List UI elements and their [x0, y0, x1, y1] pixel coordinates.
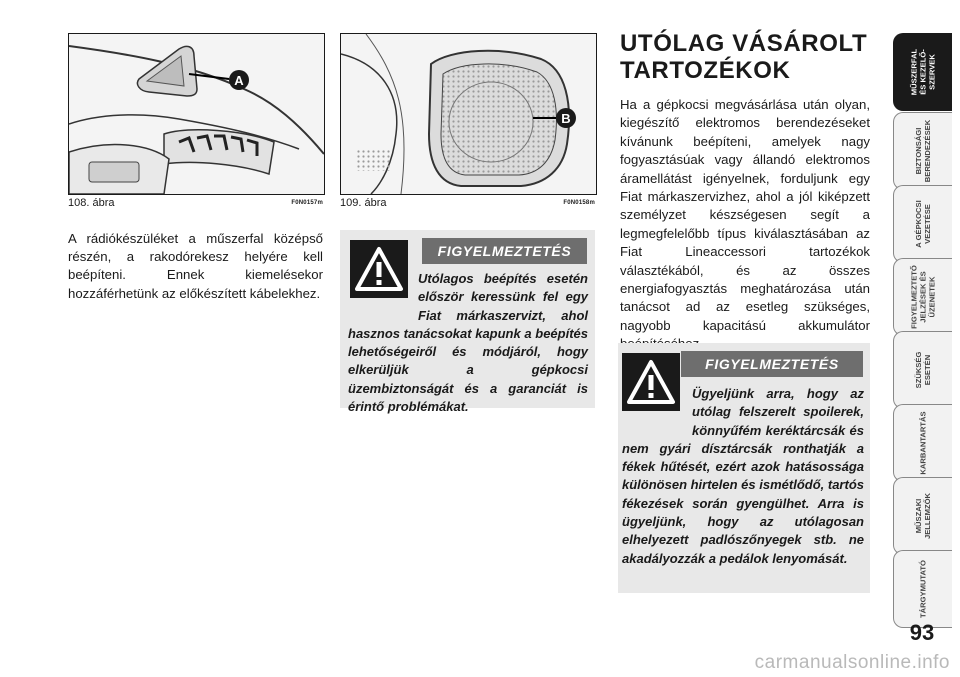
- callout-a: A: [234, 73, 244, 88]
- figure-code: F0N0158m: [563, 200, 595, 206]
- accessories-paragraph: Ha a gépkocsi megvásárlása után olyan, kiegészítő elektromos berendezéseket kívánunk beépíteni, amelyek nagy fogyasztásúak vagy állandó elektromos áramellátást igényelnek, forduljunk egy Fiat márkaszervizhez, ahol a jól kiképzett személyzet készségesen segít a legmegfelelőbb típus kiválasztásában az Fiat Lineaccessori tartozékok választékából, és az összes energiafogyasztás meghatározása után tanácsot ad az esetleg szükséges, nagyobb kapacitású akkumulátor: [620, 97, 870, 333]
- figure-code: F0N0157m: [291, 200, 323, 206]
- tab-safety-devices[interactable]: [893, 112, 952, 190]
- tab-emergency[interactable]: [893, 331, 952, 409]
- tab-label: MŰSZAKI JELLEMZŐK: [914, 493, 932, 539]
- watermark: carmanualsonline.info: [754, 652, 950, 673]
- section-title: [620, 30, 870, 84]
- warning-header: FIGYELMEZTETÉS: [681, 351, 863, 377]
- tab-technical-data[interactable]: [893, 477, 952, 555]
- tab-label: TÁRGYMUTATÓ: [918, 560, 928, 618]
- tab-label: KARBANTARTÁS: [918, 411, 928, 475]
- callout-b: B: [561, 111, 571, 126]
- tab-label: MŰSZERFAL ÉS KEZELŐ- SZERVEK: [909, 48, 937, 96]
- warning-box-accessories: [340, 230, 595, 415]
- tab-label: A GÉPKOCSI VEZETÉSE: [914, 200, 932, 248]
- page-number: 93: [909, 620, 935, 645]
- caption-text: 109. ábra: [340, 197, 387, 209]
- figure-108-caption: [68, 196, 323, 210]
- tab-instruments-controls[interactable]: [893, 33, 952, 111]
- tab-warning-lights[interactable]: [893, 258, 952, 336]
- figure-109-caption: [340, 196, 595, 210]
- section-title-line-2: TARTOZÉKOK: [620, 57, 791, 84]
- tab-index[interactable]: [893, 550, 952, 628]
- warning-header: FIGYELMEZTETÉS: [422, 238, 587, 264]
- dashboard-illustration: [69, 34, 324, 194]
- radio-installation-paragraph: A rádiókészüléket a műszerfal középső részén, a rakodórekesz helyére kell beépíteni. Ennek kiemelésekor hozzáférhetünk az előkészített kábelekhez.: [68, 231, 323, 301]
- figure-109: [340, 33, 597, 195]
- section-title-line-1: UTÓLAG VÁSÁROLT: [620, 30, 868, 57]
- tab-label: SZÜKSÉG ESETÉN: [914, 351, 932, 389]
- warning-box-brakes: [618, 343, 870, 593]
- tab-driving[interactable]: [893, 185, 952, 263]
- caption-text: 108. ábra: [68, 197, 115, 209]
- speaker-illustration: [341, 34, 596, 194]
- warning-text: Ügyeljünk arra, hogy az utólag felszerelt spoilerek, könnyűfém keréktárcsák és nem gyári dísztárcsák ronthatják a fékek hűtését, ezért azok hatásossága különösen hirtelen és ismétlődő, tartós fékezések során gyengülhet. Arra is ügyeljünk, hogy az utólagosan elhelyezett padlószőnyegek stb. ne akadályozzák a pedálok lenyomását.: [622, 386, 864, 566]
- tab-maintenance[interactable]: [893, 404, 952, 482]
- tab-label: FIGYELMEZTETŐ JELZÉSEK ÉS ÜZENETEK: [909, 265, 937, 329]
- figure-108: [68, 33, 325, 195]
- tab-label: BIZTONSÁGI BERENDEZÉSEK: [914, 119, 932, 183]
- warning-text: Utólagos beépítés esetén először keressünk fel egy Fiat márkaszervizt, ahol hasznos tanácsokat kapunk a beépítés lehetőségeiről és módjáról, hogy elkerüljük a gépkocsi üzembiztonságát és a garanciát is érintő problémákat.: [348, 271, 588, 415]
